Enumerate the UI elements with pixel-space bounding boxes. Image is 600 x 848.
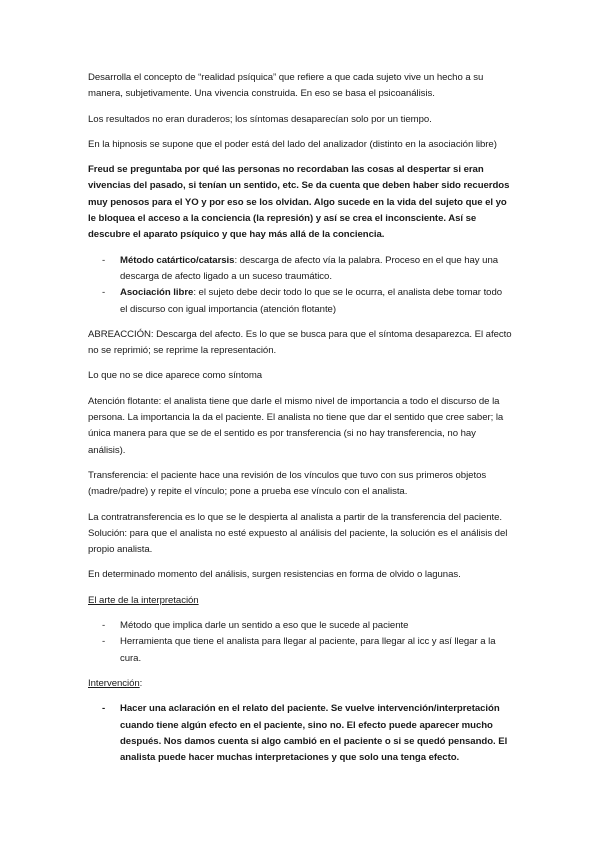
- paragraph-abreaccion: ABREACCIÓN: Descarga del afecto. Es lo que se busca para que el síntoma desaparezca. El afecto no se reprimió; se reprime la representación.: [88, 328, 512, 357]
- list-item-text: : el sujeto debe decir todo lo que se le ocurra, el analista debe tomar todo el discurso con igual importancia (atención flotante): [120, 287, 503, 315]
- section-heading-intervencion: [88, 676, 512, 692]
- paragraph-transferencia: Transferencia: el paciente hace una revisión de los vínculos que tuvo con sus primeros objetos (madre/padre) y repite el vínculo; pone a prueba ese vínculo con el analista.: [88, 469, 487, 498]
- interpretacion-list: [88, 618, 512, 667]
- list-item: - Hacer una aclaración en el relato del paciente. Se vuelve intervención/interpretación cuando tiene algún efecto en el paciente, sino no. El efecto puede aparecer mucho después. Nos damos cuenta si algo cambió en el paciente o si se quedó pensando. El analista puede hacer muchas interpretaciones y que solo una tenga efecto.: [88, 701, 512, 766]
- list-item: - Herramienta que tiene el analista para llegar al paciente, para llegar al icc y así llegar a la cura.: [88, 634, 512, 667]
- list-item: - Método que implica darle un sentido a eso que le sucede al paciente: [88, 618, 512, 634]
- paragraph-resultados: Los resultados no eran duraderos; los síntomas desaparecían solo por un tiempo.: [88, 113, 432, 125]
- list-item-term: Método catártico/catarsis: [120, 254, 235, 266]
- list-item-text: : descarga de afecto vía la palabra. Proceso en el que hay una descarga de afecto ligado a un suceso traumático.: [120, 254, 499, 282]
- paragraph-freud: Freud se preguntaba por qué las personas no recordaban las cosas al despertar si eran vivencias del pasado, si tenían un sentido, etc. Se da cuenta que deben haber sido recuerdos muy penosos para el YO y por eso se los olvidan. Algo sucede en la vida del sujeto que el yo le bloquea el acceso a la conciencia (la represión) y así se crea el inconsciente. Así se descubre el aparato psíquico y que hay más allá de la conciencia.: [88, 164, 510, 241]
- list-item-term: Asociación libre: [120, 287, 194, 299]
- paragraph-atencion-flotante: Atención flotante: el analista tiene que darle el mismo nivel de importancia a todo el discurso de la persona. La importancia la da el paciente. El analista no tiene que dar el sentido que cree saber; la única manera para que se de el sentido es por transferencia (si no hay transferencia, no hay análisis).: [88, 395, 504, 456]
- heading-text: Intervención: [88, 677, 140, 689]
- list-item: [88, 253, 512, 286]
- paragraph-resistencias: En determinado momento del análisis, surgen resistencias en forma de olvido o lagunas.: [88, 569, 461, 581]
- paragraph-hipnosis: En la hipnosis se supone que el poder está del lado del analizador (distinto en la asociación libre): [88, 138, 497, 150]
- paragraph-sintoma: Lo que no se dice aparece como síntoma: [88, 370, 263, 382]
- paragraph-contratransferencia: La contratransferencia es lo que se le despierta al analista a partir de la transferencia del paciente. Solución: para que el analista no esté expuesto al análisis del paciente, la solución es el análisis del propio analista.: [88, 511, 508, 556]
- section-heading-interpretacion: [88, 593, 512, 609]
- heading-suffix: :: [139, 677, 143, 689]
- intervencion-list: [88, 701, 512, 766]
- heading-text: El arte de la interpretación: [88, 594, 199, 606]
- concept-list: [88, 253, 512, 318]
- paragraph-realidad-psiquica: Desarrolla el concepto de “realidad psíquica” que refiere a que cada sujeto vive un hecho a su manera, subjetivamente. Una vivencia construida. En eso se basa el psicoanálisis.: [88, 72, 484, 100]
- list-item: [88, 285, 512, 318]
